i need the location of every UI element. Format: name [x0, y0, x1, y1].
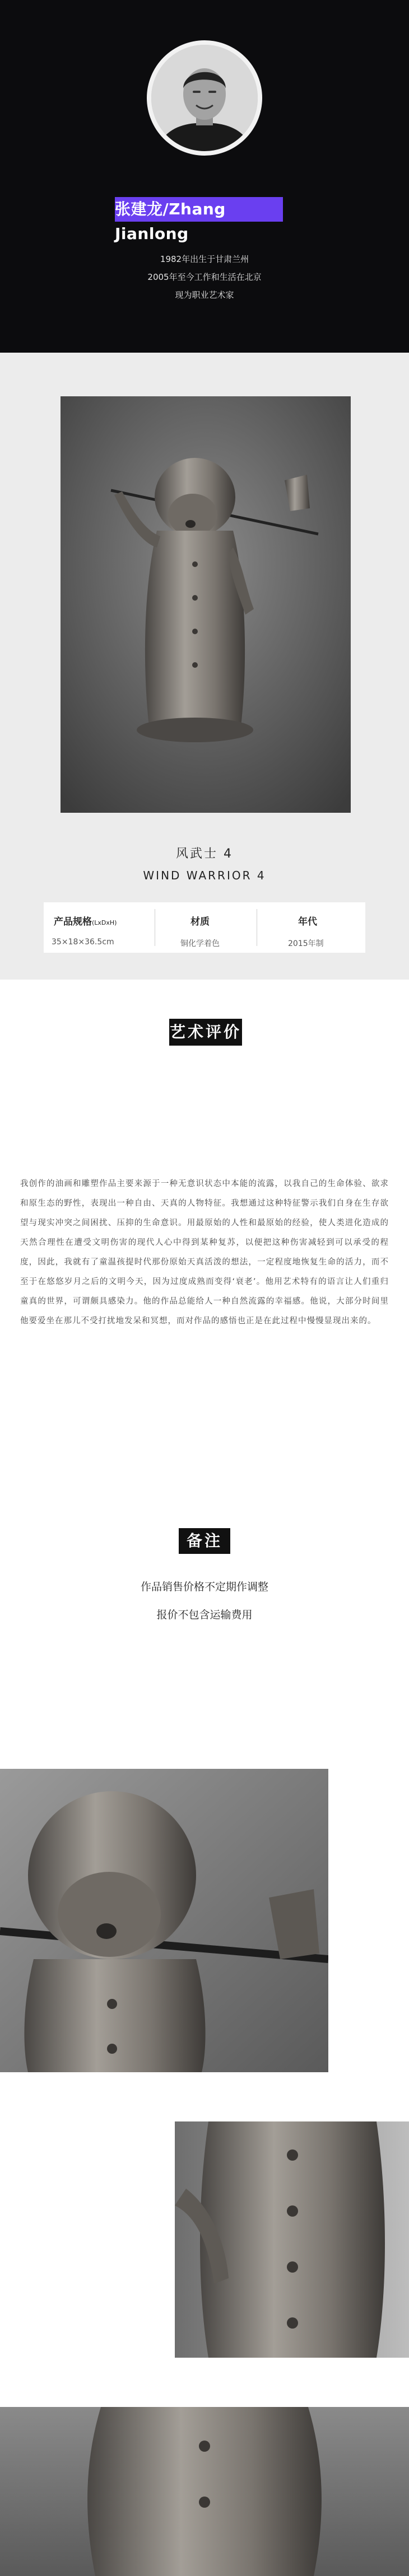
spec-year-label: 年代: [298, 916, 317, 928]
review-heading: 艺术评价: [169, 1019, 242, 1046]
artwork-photo: [61, 396, 351, 813]
bio-line-birth: 1982年出生于甘肃兰州: [160, 254, 249, 264]
spec-size-value: 35×18×36.5cm: [52, 938, 114, 947]
bio-line-residence: 2005年至今工作和生活在北京: [147, 272, 262, 282]
detail-photo-body: [175, 2121, 409, 2358]
spec-material-value: 铜化学着色: [180, 939, 220, 948]
artwork-title-cn: 风武士 4: [176, 847, 233, 861]
notes-heading: 备注: [179, 1528, 230, 1554]
spec-material-label: 材质: [190, 916, 210, 928]
spec-size-label: 产品规格(LxDxH): [54, 916, 117, 928]
detail-photo-head: [0, 1769, 328, 2072]
avatar: [151, 45, 258, 151]
spec-year-value: 2015年制: [288, 939, 324, 948]
artist-name: 张建龙/Zhang Jianlong: [115, 200, 226, 243]
artwork-title-en: WIND WARRIOR 4: [143, 869, 266, 882]
detail-photo-base: [0, 2407, 409, 2576]
bio-line-profession: 现为职业艺术家: [175, 290, 234, 300]
note-item: 作品销售价格不定期作调整: [140, 1581, 268, 1593]
review-text: 我创作的油画和雕塑作品主要来源于一种无意识状态中本能的流露，以我自己的生命体验、欲求和原生态的野性，表现出一种自由、天真的人物特征。我想通过这种特征警示我们自身在生存欲望与现实冲突之间困扰、压抑的生命意识。用最原始的人性和最原始的经验，使人类进化造成的天然合理性在遭受文明伤害的现代人心中得到某种复苏，以便把这种伤害减轻到可以承受的程度，因此，我就有了童温孩提时代那份原始天真活泼的想法，一定程度地恢复生命的活力，而不至于在悠悠岁月之后的文明今天，因为过度成熟而变得‘衰老’。他用艺术特有的语言让人们重归童真的世界，可谓颇具感染力。他的作品总能给人一种自然流露的幸福感。他说，大部分时间里他要爱坐在那儿不受打扰地发呆和冥想，而对作品的感悟也正是在此过程中慢慢显现出来的。: [20, 1179, 389, 1326]
note-item: 报价不包含运输费用: [156, 1609, 253, 1621]
spec-size-label-unit: (LxDxH): [92, 919, 117, 926]
name-bar-mask: [0, 197, 115, 222]
